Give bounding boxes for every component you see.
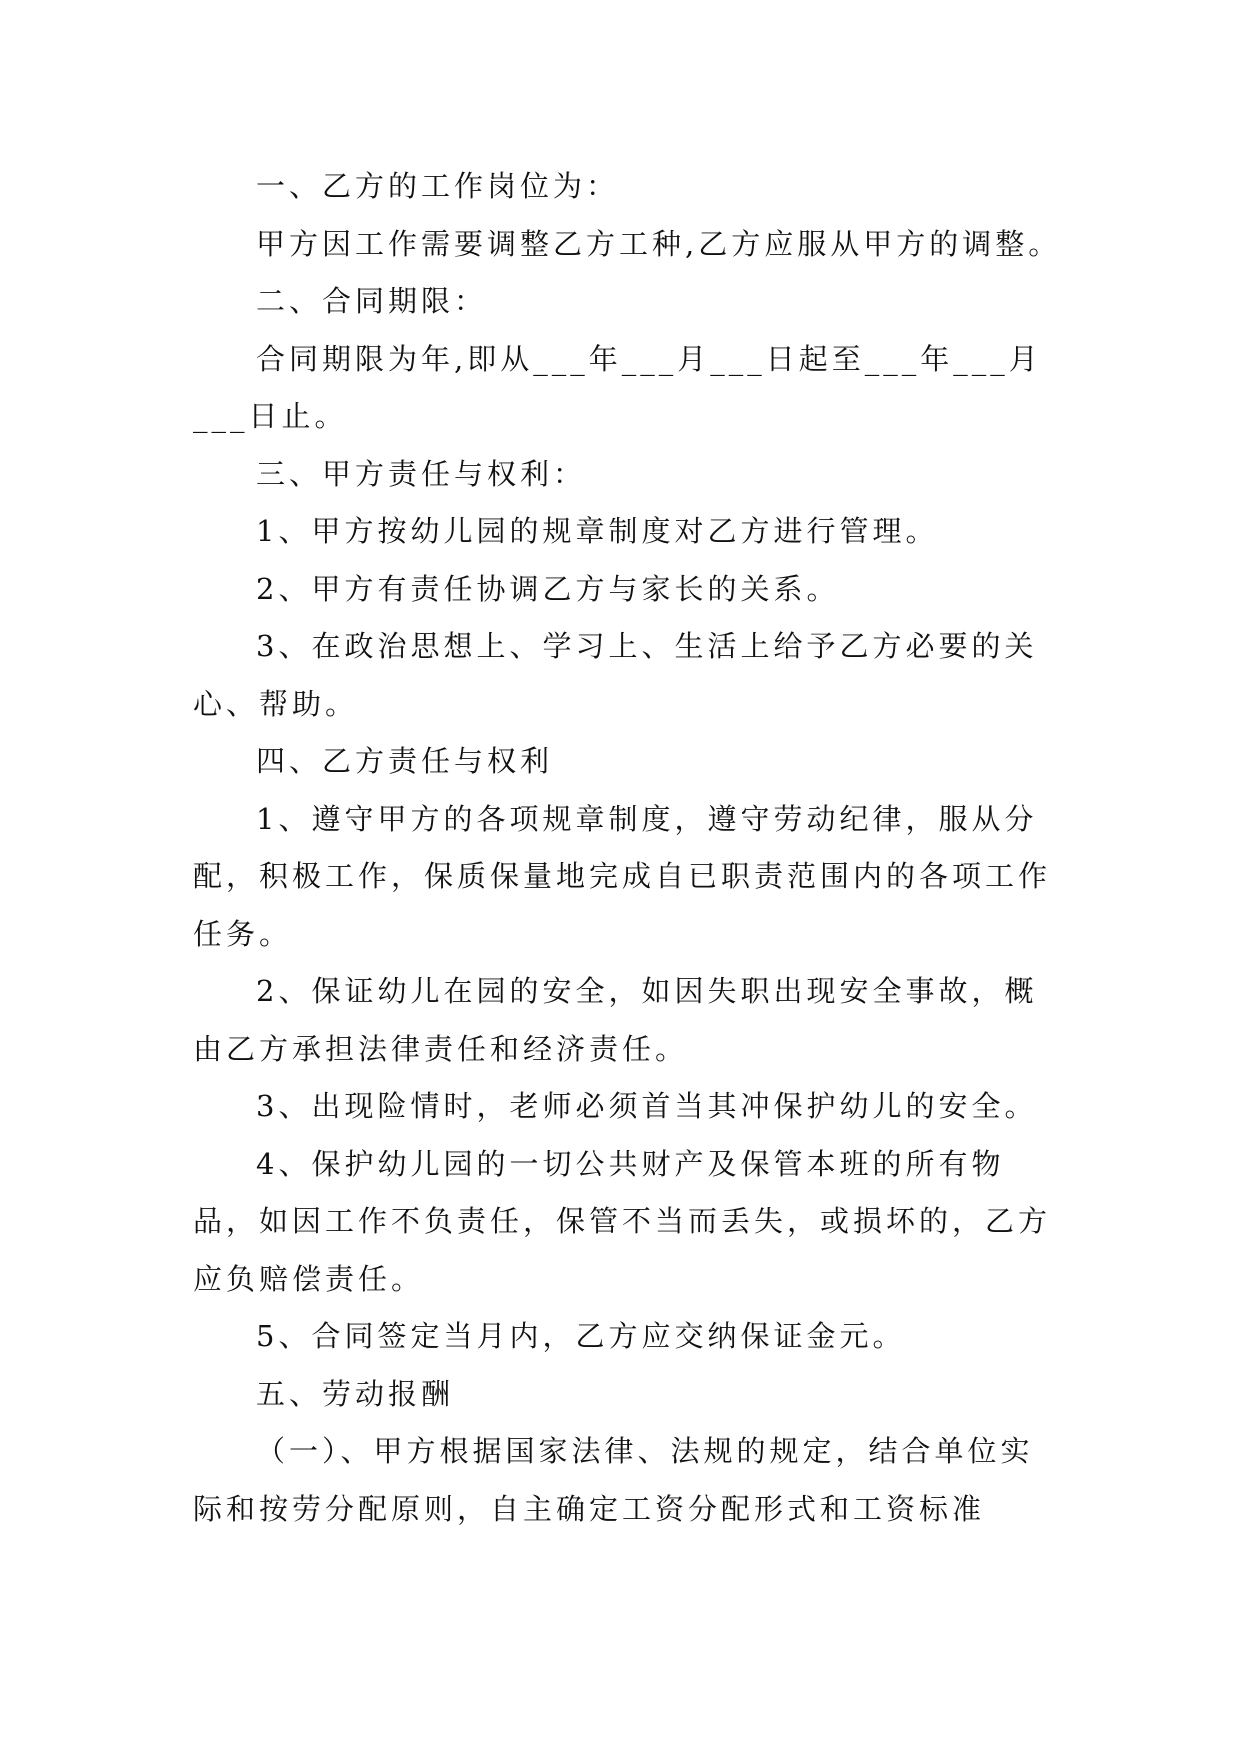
paragraph-party-a-item-1: 1、甲方按幼儿园的规章制度对乙方进行管理。 <box>256 514 939 548</box>
section-heading-party-a-rights: 三、甲方责任与权利： <box>256 456 587 491</box>
document-body <box>193 158 1062 1538</box>
paragraph-party-b-item-4: 4、保护幼儿园的一切公共财产及保管本班的所有物品，如因工作不负责任，保管不当而丢失，或损坏的，乙方应负赔偿责任。 <box>193 1146 1052 1296</box>
paragraph-party-a-item-2: 2、甲方有责任协调乙方与家长的关系。 <box>256 571 840 606</box>
paragraph-job-adjustment: 甲方因工作需要调整乙方工种,乙方应服从甲方的调整。 <box>256 226 1062 261</box>
paragraph-remuneration-item-1: （一）、甲方根据国家法律、法规的规定，结合单位实际和按劳分配原则，自主确定工资分配形式和工资标准 <box>193 1434 1034 1526</box>
section-heading-contract-term: 二、合同期限： <box>256 284 488 318</box>
section-heading-party-b-rights: 四、乙方责任与权利 <box>256 744 554 778</box>
section-heading-remuneration: 五、劳动报酬 <box>256 1376 455 1411</box>
paragraph-party-b-item-5: 5、合同签定当月内，乙方应交纳保证金元。 <box>256 1319 906 1353</box>
section-heading-job-position: 一、乙方的工作岗位为： <box>256 169 620 203</box>
paragraph-contract-term: 合同期限为年,即从___年___月___日起至___年___月___日止。 <box>193 341 1042 433</box>
paragraph-party-b-item-3: 3、出现险情时，老师必须首当其冲保护幼儿的安全。 <box>256 1089 1038 1123</box>
paragraph-party-a-item-3: 3、在政治思想上、学习上、生活上给予乙方必要的关心、帮助。 <box>193 629 1038 721</box>
paragraph-party-b-item-1: 1、遵守甲方的各项规章制度，遵守劳动纪律，服从分配，积极工作，保质保量地完成自已职责范围内的各项工作任务。 <box>193 801 1052 951</box>
paragraph-party-b-item-2: 2、保证幼儿在园的安全，如因失职出现安全事故，概由乙方承担法律责任和经济责任。 <box>193 974 1038 1066</box>
